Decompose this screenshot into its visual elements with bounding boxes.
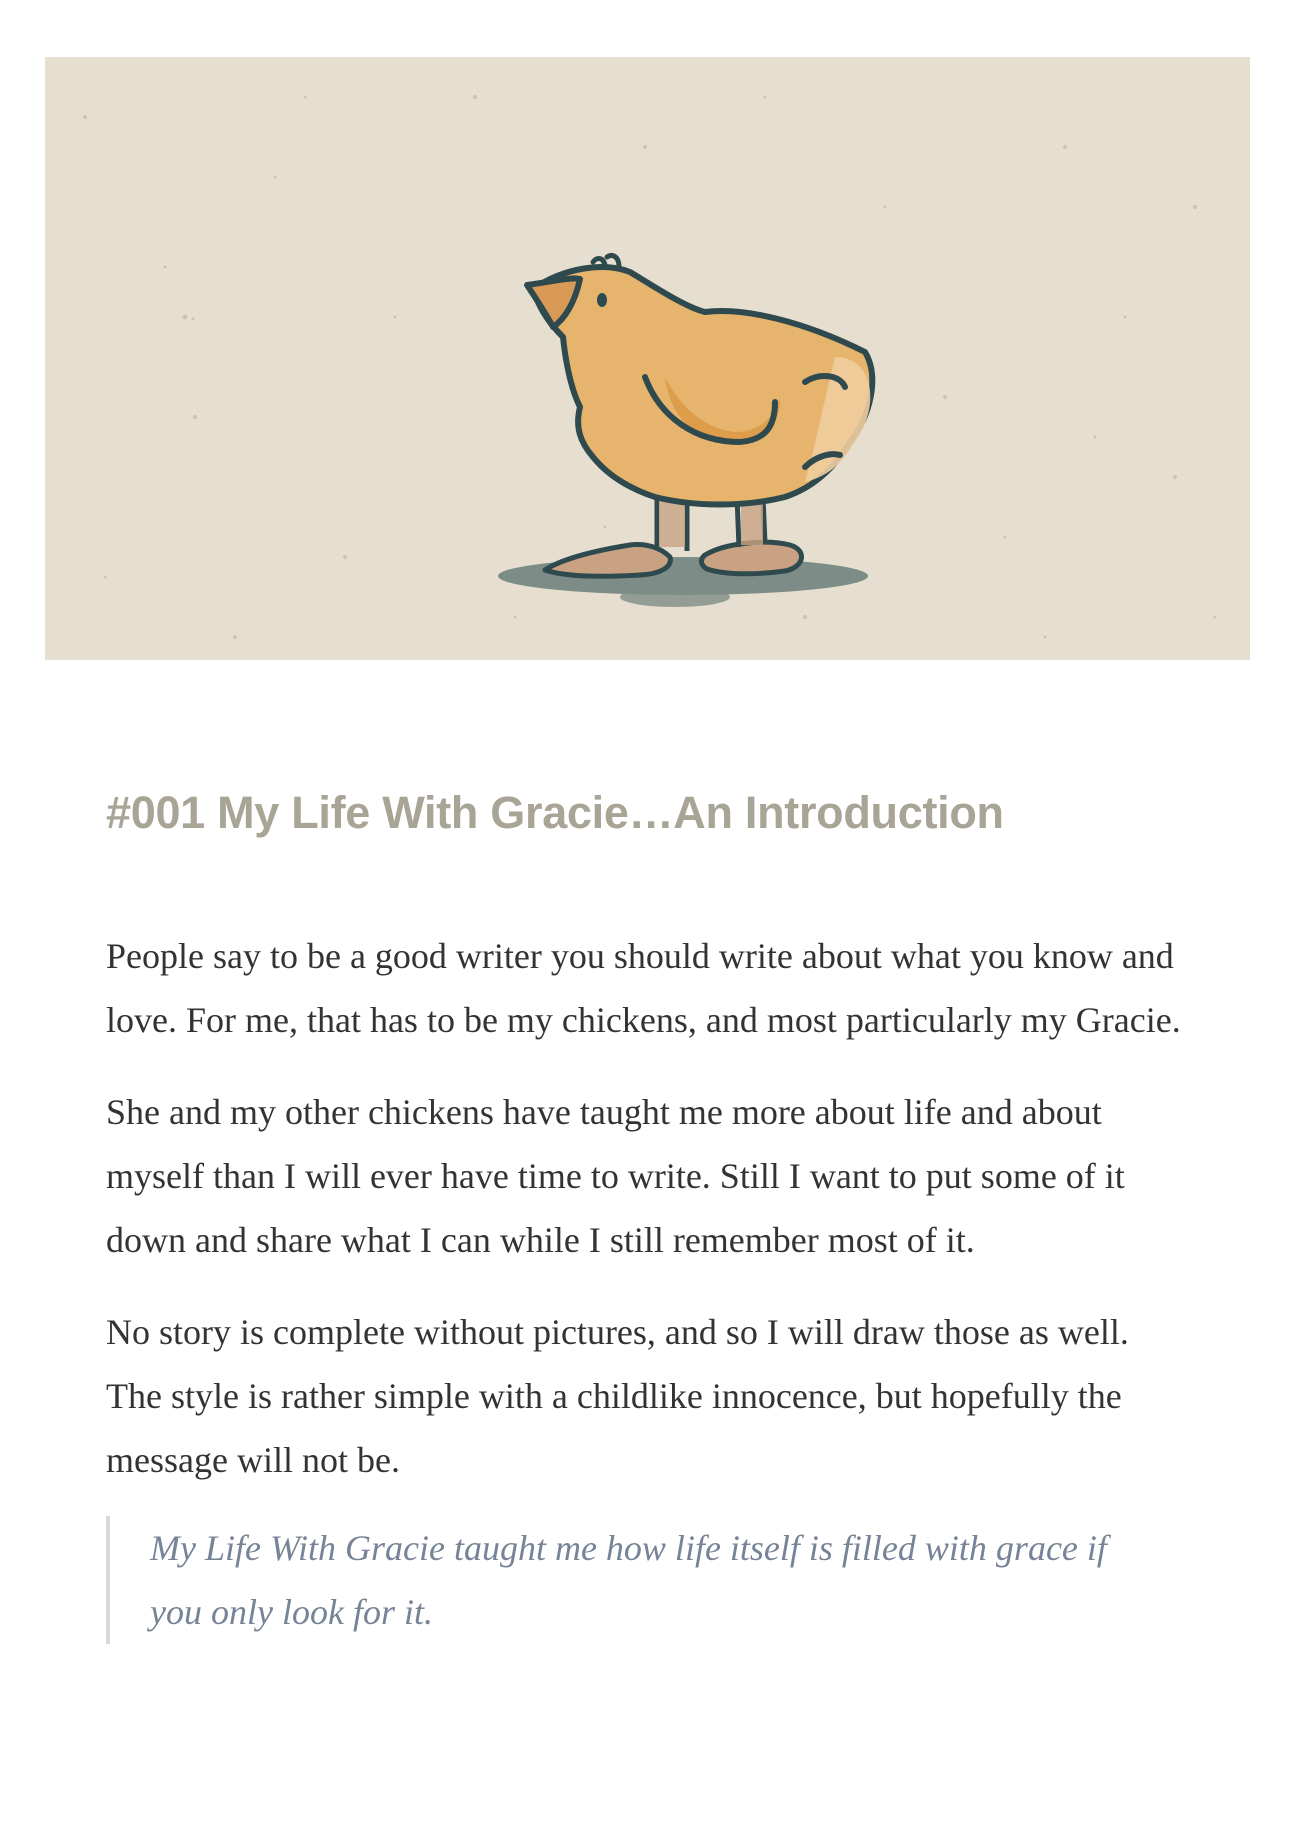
right-foot	[701, 542, 801, 574]
blockquote	[106, 1516, 1130, 1644]
body-paragraph: No story is complete without pictures, and so I will draw those as well. The style is rather simple with a childlike innocence, but hopefully the message will not be.	[106, 1312, 1129, 1480]
quote-text: My Life With Gracie taught me how life itself is filled with grace if you only look for it.	[150, 1528, 1107, 1632]
body-paragraph: She and my other chickens have taught me more about life and about myself than I will ever have time to write. Still I want to put some of it down and share what I can while I still remember most of it.	[106, 1092, 1125, 1260]
post-title: #001 My Life With Gracie…An Introduction	[106, 787, 1004, 838]
body-paragraph: People say to be a good writer you should write about what you know and love. For me, that has to be my chickens, and most particularly my Gracie.	[106, 936, 1181, 1040]
eye-shape	[597, 293, 607, 307]
article	[106, 770, 1196, 1644]
hero-image	[45, 57, 1250, 660]
chick-illustration	[45, 57, 1250, 660]
